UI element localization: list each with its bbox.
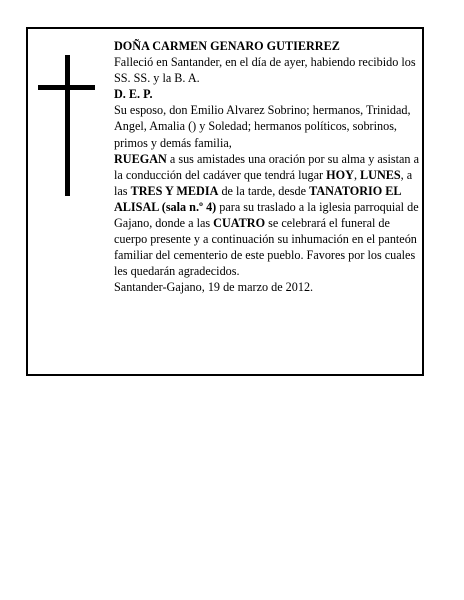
ceremony-details: RUEGAN a sus amistades una oración por su alma y asistan a la conducción del cadáver que tendrá lugar HOY, LUNES, a las TRES Y MEDIA de la tarde, desde TANATORIO EL ALISAL (sala n.º 4) para su traslado a la iglesia parroquial de Gajano, donde a las CUATRO se celebrará el funeral de cuerpo presente y a continuación su inhumación en el panteón familiar del cementerio de este pueblo. Favores por los cuales les quedarán agradecidos. — [114, 151, 419, 279]
obituary-text — [114, 38, 420, 296]
funeral-home-label: TANATORIO EL ALISAL (sala n.º 4) — [114, 183, 401, 214]
ruegan-label: RUEGAN — [114, 151, 167, 166]
place-date: Santander-Gajano, 19 de marzo de 2012. — [114, 280, 314, 295]
death-line: Falleció en Santander, en el día de ayer, habiendo recibido los SS. SS. y la B. A. — [114, 55, 416, 86]
dep-line: D. E. P. — [114, 87, 153, 102]
deceased-name: DOÑA CARMEN GENARO GUTIERREZ — [114, 39, 340, 53]
family-line: Su esposo, don Emilio Alvarez Sobrino; hermanos, Trinidad, Angel, Amalia () y Soledad; hermanos políticos, sobrinos, primos y demás familia, — [114, 103, 411, 150]
day-label: HOY — [326, 167, 354, 182]
weekday-label: LUNES — [360, 167, 401, 182]
cross-icon-horizontal-bar — [38, 85, 95, 90]
time-label: TRES Y MEDIA — [130, 183, 219, 198]
funeral-time-label: CUATRO — [213, 216, 266, 231]
cross-icon-vertical-bar — [65, 55, 70, 196]
